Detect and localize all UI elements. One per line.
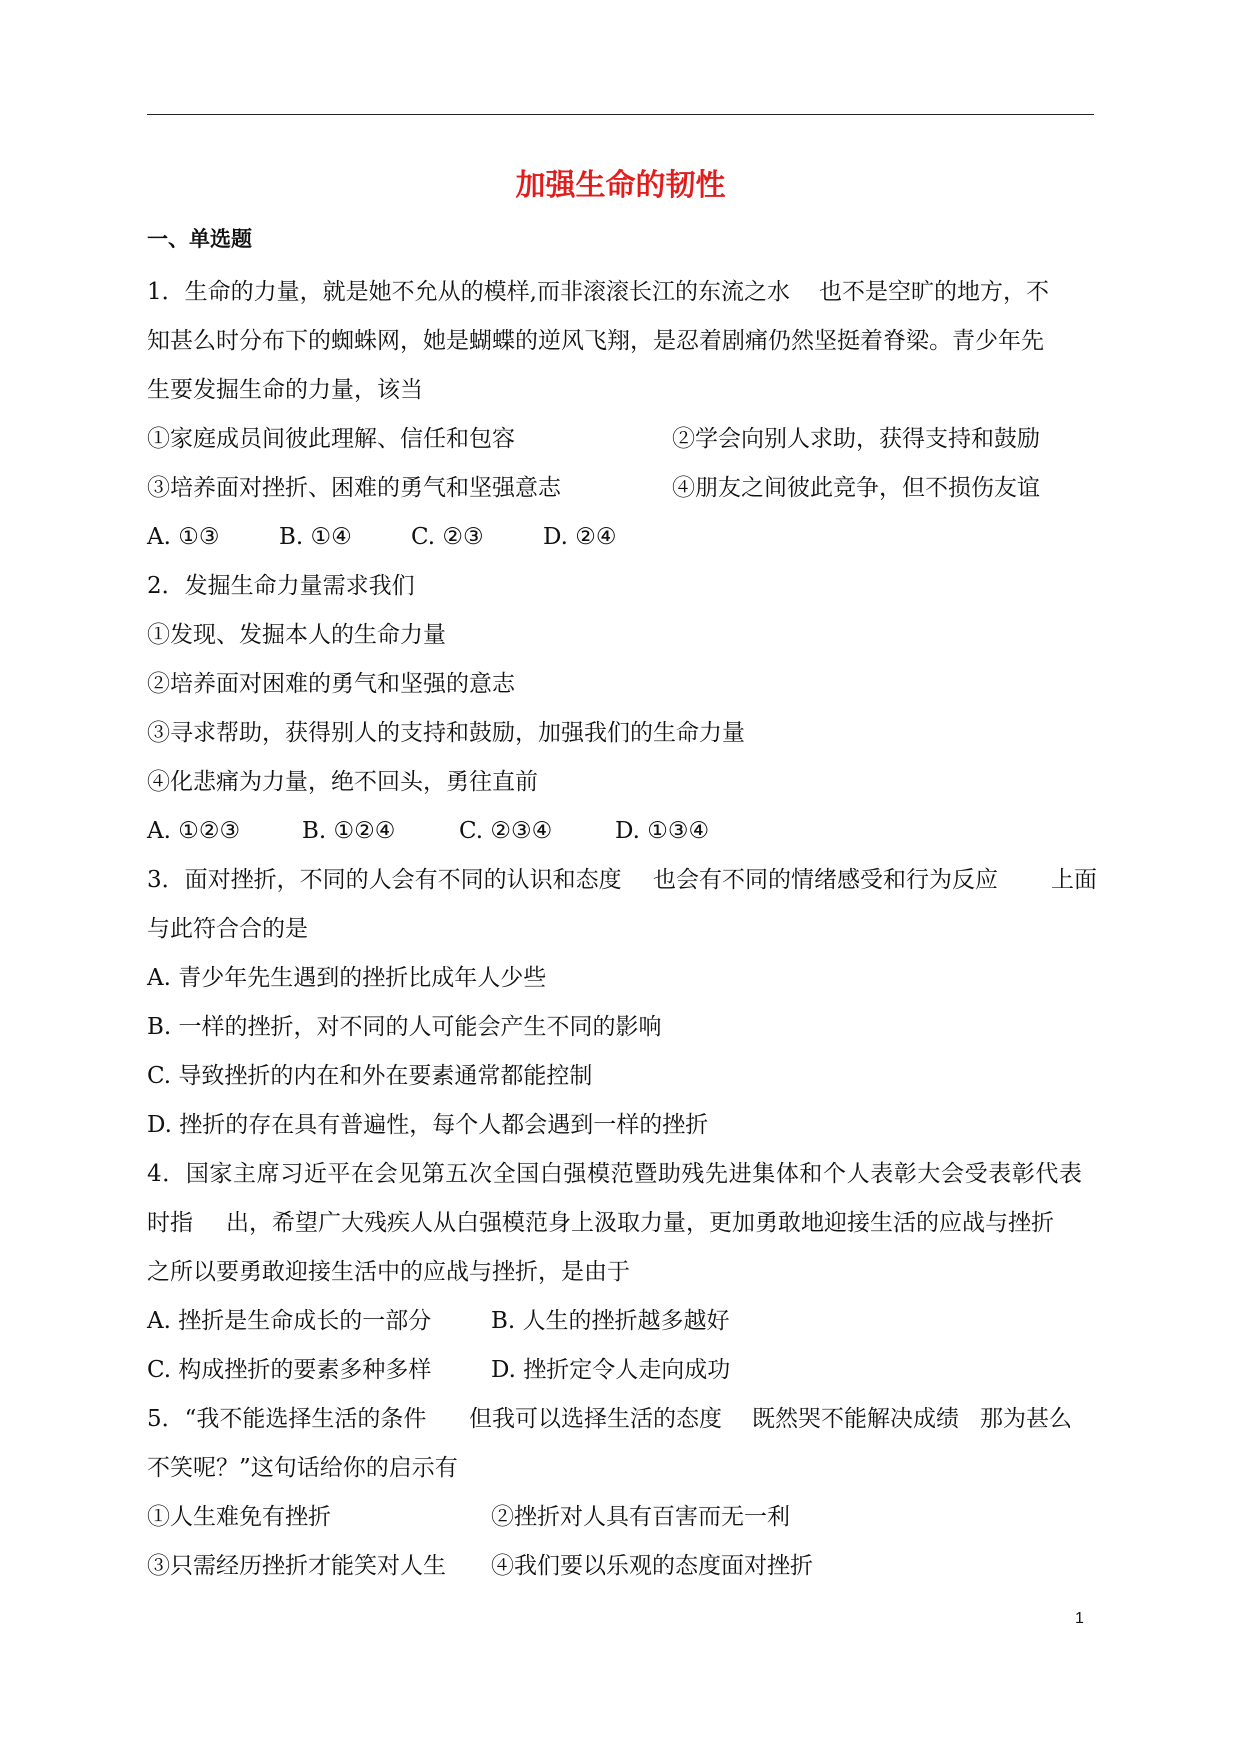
q3-choice-d: D. 挫折的存在具有普遍性，每个人都会遇到一样的挫折 <box>147 1112 709 1138</box>
page-number: 1 <box>1075 1610 1084 1627</box>
q2-option-4: ④化悲痛为力量，绝不回头，勇往直前 <box>147 769 538 795</box>
q1-stem-line-2: 知甚么时分布下的蜘蛛网，她是蝴蝶的逆风飞翔，是忍着剧痛仍然坚挺着脊梁。青少年先 <box>147 328 1044 354</box>
q3-choice-c: C. 导致挫折的内在和外在要素通常都能控制 <box>147 1063 593 1089</box>
q1-options-row-1 <box>147 415 1097 464</box>
q4-choice-c: C. 构成挫折的要素多种多样 <box>147 1357 432 1383</box>
q1-stem-tail: 也不是空旷的地方，不 <box>819 279 1049 305</box>
q4-choices-row-2 <box>147 1346 1097 1395</box>
q1-choice-c: C. ②③ <box>411 524 484 550</box>
q5-option-2: ②挫折对人具有百害而无一利 <box>491 1504 790 1530</box>
q2-option-3: ③寻求帮助，获得别人的支持和鼓励，加强我们的生命力量 <box>147 720 745 746</box>
q1-choice-b: B. ①④ <box>279 524 352 550</box>
q5-options-row-1 <box>147 1493 1097 1542</box>
q5-stem-part-d: 那为甚么 <box>980 1406 1072 1432</box>
page-title: 加强生命的韧性 <box>515 168 726 203</box>
section-heading: 一、单选题 <box>147 227 252 251</box>
q2-option-2: ②培养面对困难的勇气和坚强的意志 <box>147 671 515 697</box>
q5-option-4: ④我们要以乐观的态度面对挫折 <box>491 1553 813 1579</box>
q4-choice-d: D. 挫折定令人走向成功 <box>491 1357 731 1383</box>
q5-option-3: ③只需经历挫折才能笑对人生 <box>147 1553 446 1579</box>
q1-choices <box>147 513 1097 562</box>
q4-stem-line-3: 之所以要勇敢迎接生活中的应战与挫折，是由于 <box>147 1259 630 1285</box>
q4-choice-b: B. 人生的挫折越多越好 <box>491 1308 730 1334</box>
q5-stem-part-c: 既然哭不能解决成绩 <box>752 1406 959 1432</box>
q1-options-row-2 <box>147 464 1097 513</box>
q5-options-row-2 <box>147 1542 1097 1591</box>
q1-stem-line-3: 生要发掘生命的力量，该当 <box>147 377 423 403</box>
q5-stem-line-2: 不笑呢？”这句话给你的启示有 <box>147 1455 458 1481</box>
q5-stem-part-a: 5．“我不能选择生活的条件 <box>147 1406 427 1432</box>
q1-option-2: ②学会向别人求助，获得支持和鼓励 <box>672 426 1040 452</box>
q1-option-1: ①家庭成员间彼此理解、信任和包容 <box>147 426 515 452</box>
q1-stem-text: 1．生命的力量，就是她不允从的模样,而非滚滚长江的东流之水 <box>147 279 790 305</box>
q2-choice-d: D. ①③④ <box>615 818 710 844</box>
q2-choice-b: B. ①②④ <box>302 818 396 844</box>
q3-choice-a: A. 青少年先生遇到的挫折比成年人少些 <box>147 965 547 991</box>
q5-option-1: ①人生难免有挫折 <box>147 1504 331 1530</box>
q4-choice-a: A. 挫折是生命成长的一部分 <box>147 1308 432 1334</box>
q2-stem: 2．发掘生命力量需求我们 <box>147 573 415 599</box>
q3-stem-part-c: 上面 <box>1051 867 1097 893</box>
q1-option-4: ④朋友之间彼此竞争，但不损伤友谊 <box>672 475 1040 501</box>
q4-stem-line-2 <box>147 1199 1097 1248</box>
q4-stem-line-1: 4．国家主席习近平在会见第五次全国白强模范暨助残先进集体和个人表彰大会受表彰代表 <box>147 1161 1083 1187</box>
q3-stem-part-b: 也会有不同的情绪感受和行为反应 <box>653 867 998 893</box>
q2-choice-c: C. ②③④ <box>459 818 553 844</box>
q4-stem-part-a: 时指 <box>147 1210 193 1236</box>
q3-stem-line-1 <box>147 856 1097 905</box>
q1-stem-line-1 <box>147 268 1097 317</box>
q2-choice-a: A. ①②③ <box>147 818 241 844</box>
document-body <box>147 268 1097 1591</box>
q3-stem-part-a: 3．面对挫折，不同的人会有不同的认识和态度 <box>147 867 622 893</box>
q3-stem-line-2: 与此符合合的是 <box>147 916 308 942</box>
q2-option-1: ①发现、发掘本人的生命力量 <box>147 622 446 648</box>
q4-choices-row-1 <box>147 1297 1097 1346</box>
q2-choices <box>147 807 1097 856</box>
q1-option-3: ③培养面对挫折、困难的勇气和坚强意志 <box>147 475 561 501</box>
q1-choice-a: A. ①③ <box>147 524 220 550</box>
q4-stem-part-b: 出，希望广大残疾人从白强模范身上汲取力量，更加勇敢地迎接生活的应战与挫折 <box>226 1210 1054 1236</box>
q3-choice-b: B. 一样的挫折，对不同的人可能会产生不同的影响 <box>147 1014 662 1040</box>
q1-choice-d: D. ②④ <box>543 524 617 550</box>
header-rule <box>147 114 1094 115</box>
q5-stem-line-1 <box>147 1395 1097 1444</box>
q5-stem-part-b: 但我可以选择生活的态度 <box>469 1406 722 1432</box>
